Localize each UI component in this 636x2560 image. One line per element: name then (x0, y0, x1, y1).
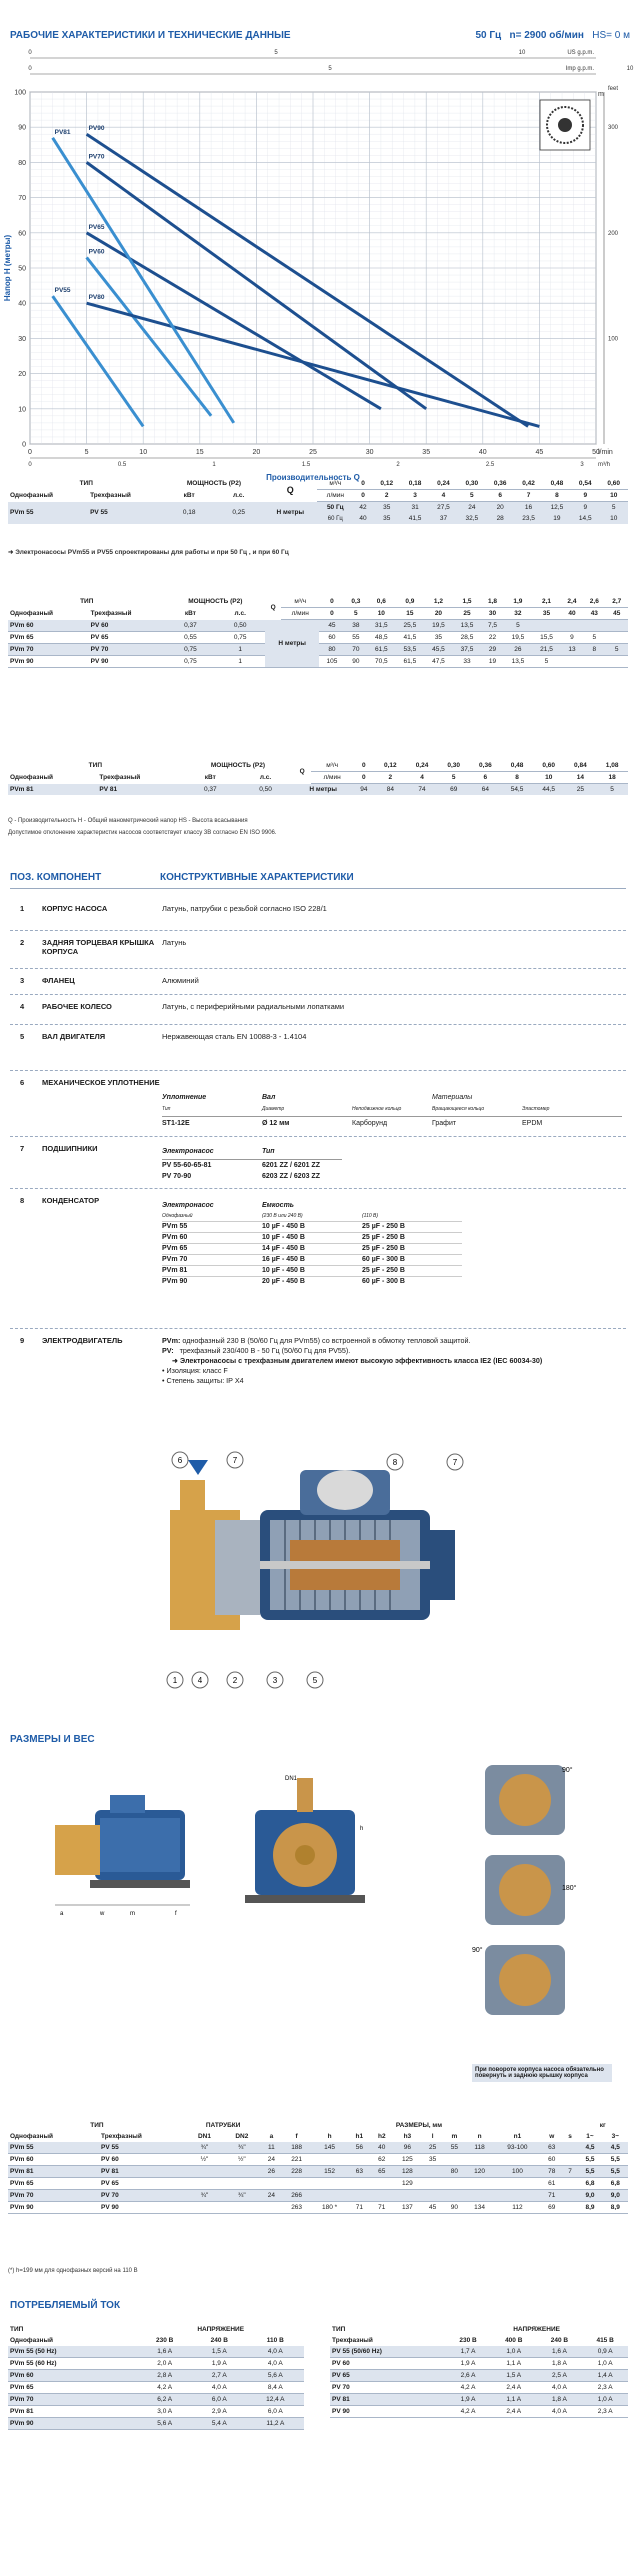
y-tick-label: 50 (18, 265, 26, 273)
dims-table: ТИП ПАТРУБКИ РАЗМЕРЫ, мм кг Однофазный Трехфазный DN1 DN2 a f h h1 h2 h3 l m n n1 w s 1~ 3~ PVm 55 PV 55 ¾" ¾" 11 188 145 56 40 96 25 55 118 93-100 63 4,5 4,5 PVm 60 PV 60 ½" ½" 24 221 62 125 35 60 5,5 5,5 PVm 81 PV 81 26 228 152 63 65 128 80 120 100 78 7 5,5 5,5 PVm 65 PV 65 129 61 6,8 6,8 PVm 70 PV 70 ¾" ¾" 24 266 71 9,0 9,0 PVm 90 PV 90 263 180 * 71 71 137 45 90 134 112 69 8,9 8,9 (8, 2120, 628, 2214)
callout-6: 6 (177, 1456, 183, 1465)
component-desc: Нержавеющая сталь EN 10088-3 - 1.4104 (162, 1032, 307, 1041)
header-freq: 50 Гц (475, 30, 502, 41)
table-row: PVm 90 5,6 A 5,4 A 11,2 A (8, 2418, 304, 2430)
component-number: 6 (20, 1078, 25, 1087)
table-row: PVm 60 PV 60 ½" ½" 24 221 62 125 35 60 5,5 5,5 (8, 2154, 628, 2166)
component-name: КОНДЕНСАТОР (42, 1196, 100, 1205)
dims-footnote: (*) h=199 мм для однофазных версий на 110 В (8, 2268, 138, 2274)
us-gpm-tick: 0 (28, 50, 32, 56)
component-desc: Латунь (162, 938, 187, 947)
table-row: PVm 90 PV 90 263 180 * 71 71 137 45 90 134 112 69 8,9 8,9 (8, 2202, 628, 2214)
component-name: ПОДШИПНИКИ (42, 1144, 98, 1153)
tolerance-note: Допустимое отклонение характеристик насосов соответствует классу 3B согласно EN ISO 9906. (8, 830, 277, 836)
capacitor-row: PVm 65 14 µF - 450 В 25 µF - 250 В (162, 1243, 462, 1254)
y-tick-label: 10 (18, 406, 26, 414)
m3h-tick: 1.5 (301, 462, 311, 468)
table-row: PVm 70 6,2 A 6,0 A 12,4 A (8, 2394, 304, 2406)
capacitor-row: PVm 70 16 µF - 450 В 60 µF - 300 В (162, 1254, 462, 1265)
m3h-tick: 0.5 (117, 462, 127, 468)
feet-tick: 200 (608, 230, 619, 237)
callout-4: 4 (197, 1676, 203, 1685)
svg-text:m: m (130, 1911, 135, 1917)
component-name: МЕХАНИЧЕСКОЕ УПЛОТНЕНИЕ (42, 1078, 160, 1087)
component-name: РАБОЧЕЕ КОЛЕСО (42, 1002, 112, 1011)
header-speed: n= 2900 об/мин (509, 30, 584, 41)
component-name: ВАЛ ДВИГАТЕЛЯ (42, 1032, 106, 1041)
svg-text:DN1: DN1 (285, 1776, 298, 1782)
table-row: PVm 55 (60 Hz) 2,0 A 1,9 A 4,0 A (8, 2358, 304, 2370)
table-row: PV 60 1,9 A 1,1 A 1,8 A 1,0 A (330, 2358, 628, 2370)
rotation-note: При повороте корпуса насоса обязательно повернуть и заднюю крышку корпуса (472, 2064, 612, 2082)
feet-tick: 300 (608, 125, 619, 132)
table-pvm81: ТИП МОЩНОСТЬ (P2) Q м³/ч 0 0,12 0,24 0,30 0,36 0,48 0,60 0,84 1,08 Однофазный Трехфазный кВт л.с. л/мин 0 2 4 5 6 8 10 14 18 PVm 81 PV 81 0,37 0,50 H метры 94 84 74 69 64 54,5 44,5 25 5 (8, 760, 628, 795)
svg-text:90°: 90° (472, 1947, 483, 1954)
component-number: 5 (20, 1032, 25, 1041)
table-row: PVm 70 PV 70 ¾" ¾" 24 266 71 9,0 9,0 (8, 2190, 628, 2202)
callout-5: 5 (312, 1676, 318, 1685)
callout-7a: 7 (232, 1456, 238, 1465)
component-number: 3 (20, 976, 25, 985)
m3h-tick: 1 (212, 462, 216, 468)
svg-text:f: f (175, 1911, 177, 1917)
components-head-pos: ПОЗ. КОМПОНЕНТ (10, 872, 102, 883)
y-tick-label: 30 (18, 335, 26, 343)
pump-front-drawing (225, 1770, 385, 1920)
x-unit-label: l/min (598, 449, 613, 456)
table-row: PV 90 4,2 A 2,4 A 4,0 A 2,3 A (330, 2406, 628, 2418)
capacitor-row: PVm 60 10 µF - 450 В 25 µF - 250 В (162, 1232, 462, 1243)
component-desc: Латунь, патрубки с резьбой согласно ISO 228/1 (162, 904, 327, 913)
m3h-tick: 2.5 (485, 462, 495, 468)
m3h-unit: m³/h (598, 462, 610, 468)
y-unit-label: m (598, 91, 604, 98)
table-row: PVm 90 PV 90 0,75 1 105 90 70,5 61,5 47,5 33 19 13,5 5 (8, 656, 628, 668)
table-row: PVm 55 PV 55 ¾" ¾" 11 188 145 56 40 96 25 55 118 93-100 63 4,5 4,5 (8, 2142, 628, 2154)
y-tick-label: 80 (18, 159, 26, 167)
table-row: PV 55 (50/60 Hz) 1,7 A 1,0 A 1,6 A 0,9 A (330, 2346, 628, 2358)
y-tick-label: 100 (14, 89, 26, 97)
series-label-pv80: PV80 (88, 294, 105, 302)
y-tick-label: 0 (22, 441, 26, 449)
table-row: PVm 65 PV 65 0,55 0,75 60 55 48,5 41,5 35 28,5 22 19,5 15,5 9 5 (8, 632, 628, 644)
series-label-pv81: PV81 (54, 128, 71, 136)
y-tick-label: 60 (18, 230, 26, 238)
page-header (10, 30, 630, 41)
component-name: ФЛАНЕЦ (42, 976, 75, 985)
x-tick-label: 25 (309, 449, 317, 456)
svg-text:180°: 180° (562, 1885, 577, 1892)
table-row: PVm 60 PV 60 0,37 0,50 H метры 45 38 31,5 25,5 19,5 13,5 7,5 5 (8, 620, 628, 632)
y-tick-label: 40 (18, 300, 26, 308)
table-row: PV 65 2,6 A 1,5 A 2,5 A 1,4 A (330, 2370, 628, 2382)
svg-text:w: w (100, 1911, 105, 1917)
capacitor-row: PVm 55 10 µF - 450 В 25 µF - 250 В (162, 1221, 462, 1232)
callout-2: 2 (232, 1676, 238, 1685)
component-desc: Алюминий (162, 976, 199, 985)
component-number: 1 (20, 904, 25, 913)
dims-title: РАЗМЕРЫ И ВЕС (10, 1734, 95, 1745)
pump-cutaway-image (150, 1440, 490, 1700)
capacitor-row: PVm 81 10 µF - 450 В 25 µF - 250 В (162, 1265, 462, 1276)
svg-text:a: a (60, 1911, 64, 1917)
component-name: ЗАДНЯЯ ТОРЦЕВАЯ КРЫШКА КОРПУСА (42, 938, 155, 956)
table-row: PVm 81 PV 81 26 228 152 63 65 128 80 120 100 78 7 5,5 5,5 (8, 2166, 628, 2178)
table-row: PVm 65 4,2 A 4,0 A 8,4 A (8, 2382, 304, 2394)
x-tick-label: 45 (535, 449, 544, 456)
m3h-tick: 3 (580, 462, 584, 468)
svg-text:h: h (360, 1826, 364, 1832)
table-pvm60-90: ТИП МОЩНОСТЬ (P2) Q м³/ч 0 0,3 0,6 0,9 1,2 1,5 1,8 1,9 2,1 2,4 2,6 2,7 Однофазный Трехфазный кВт л.с. л/мин 0 5 10 15 20 25 30 32 35 40 43 45 PVm 60 PV 60 0,37 0,50 H метры 45 38 31,5 25,5 19,5 13,5 7,5 5 PVm 65 PV 65 0,55 0,75 60 55 48,5 41,5 35 28,5 22 19,5 15,5 9 5 PVm 70 PV 70 0,75 1 80 70 61,5 53,5 45,5 37,5 29 26 21,5 13 8 5 PVm 90 PV 90 0,75 1 105 90 70,5 61,5 47,5 33 19 13,5 5 (8, 596, 628, 668)
series-label-pv65: PV65 (88, 223, 105, 231)
page-title: РАБОЧИЕ ХАРАКТЕРИСТИКИ И ТЕХНИЧЕСКИЕ ДАННЫЕ (10, 30, 291, 41)
component-name: КОРПУС НАСОСА (42, 904, 108, 913)
current-title: ПОТРЕБЛЯЕМЫЙ ТОК (10, 2300, 121, 2311)
table-row: PVm 81 PV 81 0,37 0,50 H метры 94 84 74 69 64 54,5 44,5 25 5 (8, 784, 628, 796)
x-tick-label: 5 (84, 449, 89, 456)
performance-chart (0, 44, 636, 482)
pump-side-drawing (40, 1790, 210, 1920)
component-number: 7 (20, 1144, 25, 1153)
component-name: ЭЛЕКТРОДВИГАТЕЛЬ (42, 1336, 123, 1345)
feet-tick: 100 (608, 336, 619, 343)
us-gpm-tick: 10 (518, 50, 526, 56)
y-tick-label: 20 (18, 371, 26, 379)
imp-gpm-tick: 0 (28, 66, 32, 72)
series-label-pv60: PV60 (88, 248, 105, 256)
component-number: 4 (20, 1002, 25, 1011)
y-tick-label: 70 (18, 195, 26, 203)
callout-8: 8 (392, 1458, 398, 1467)
x-tick-label: 20 (252, 449, 261, 456)
x-tick-label: 50 (592, 449, 600, 456)
rotation-diagrams (470, 1760, 580, 2050)
us-gpm-tick: 5 (274, 50, 278, 56)
callout-3: 3 (272, 1676, 278, 1685)
us-gpm-unit: US g.p.m. (567, 50, 594, 56)
col-head-power: МОЩНОСТЬ (P2) (186, 480, 241, 488)
components-head-char: КОНСТРУКТИВНЫЕ ХАРАКТЕРИСТИКИ (160, 872, 354, 883)
col-head-type: ТИП (79, 480, 93, 488)
table-row: PVm 65 PV 65 129 61 6,8 6,8 (8, 2178, 628, 2190)
impeller-icon-hub (558, 118, 572, 132)
y-axis-label: Напор H (метры) (3, 234, 12, 302)
table-row: PVm 55 (50 Hz) 1,6 A 1,5 A 4,0 A (8, 2346, 304, 2358)
table-row: PVm 70 PV 70 0,75 1 80 70 61,5 53,5 45,5 37,5 29 26 21,5 13 8 5 (8, 644, 628, 656)
imp-gpm-unit: Imp g.p.m. (565, 66, 594, 72)
series-label-pv70: PV70 (88, 153, 105, 161)
series-label-pv55: PV55 (54, 287, 71, 295)
x-tick-label: 15 (195, 449, 204, 456)
x-tick-label: 30 (365, 449, 374, 456)
x-tick-label: 0 (28, 449, 32, 456)
y-tick-label: 90 (18, 124, 26, 132)
legend-note: Q - Производительность H - Общий манометрический напор HS - Высота всасывания (8, 818, 248, 824)
header-hs: HS= 0 м (592, 30, 630, 41)
note-55: ➜ Электронасосы PVm55 и PV55 спроектированы для работы и при 50 Гц , и при 60 Гц (8, 549, 289, 556)
callout-1: 1 (172, 1676, 178, 1685)
component-desc: Латунь, с периферийными радиальными лопатками (162, 1002, 345, 1011)
capacitor-row: PVm 90 20 µF - 450 В 60 µF - 300 В (162, 1276, 462, 1287)
q-label: Q (286, 484, 294, 495)
m3h-tick: 0 (28, 462, 32, 468)
current-single-table: ТИП НАПРЯЖЕНИЕ Однофазный 230 В 240 В 110 В PVm 55 (50 Hz) 1,6 A 1,5 A 4,0 A PVm 55 (60 Hz) 2,0 A 1,9 A 4,0 A PVm 60 2,8 A 2,7 A 5,6 A PVm 65 4,2 A 4,0 A 8,4 A PVm 70 6,2 A 6,0 A 12,4 A PVm 81 3,0 A 2,9 A 6,0 A PVm 90 5,6 A 5,4 A 11,2 A (8, 2324, 304, 2430)
series-label-pv90: PV90 (88, 125, 105, 133)
component-number: 2 (20, 938, 25, 947)
x-tick-label: 10 (139, 449, 148, 456)
imp-gpm-tick: 5 (328, 66, 332, 72)
x-tick-label: 40 (478, 449, 487, 456)
x-tick-label: 35 (422, 449, 431, 456)
feet-unit: feet (608, 86, 619, 92)
component-number: 9 (20, 1336, 25, 1345)
table-row: PV 70 4,2 A 2,4 A 4,0 A 2,3 A (330, 2382, 628, 2394)
m3h-tick: 2 (396, 462, 400, 468)
callout-7b: 7 (452, 1458, 458, 1467)
current-three-table: ТИП НАПРЯЖЕНИЕ Трехфазный 230 В 400 В 240 В 415 В PV 55 (50/60 Hz) 1,7 A 1,0 A 1,6 A 0,9 A PV 60 1,9 A 1,1 A 1,8 A 1,0 A PV 65 2,6 A 1,5 A 2,5 A 1,4 A PV 70 4,2 A 2,4 A 4,0 A 2,3 A PV 81 1,9 A 1,1 A 1,8 A 1,0 A PV 90 4,2 A 2,4 A 4,0 A 2,3 A (330, 2324, 628, 2418)
table-row: PVm 60 2,8 A 2,7 A 5,6 A (8, 2370, 304, 2382)
component-number: 8 (20, 1196, 25, 1205)
table-row: PVm 55 (8, 502, 88, 525)
imp-gpm-tick: 10 (626, 66, 634, 72)
motor-details: PVm: однофазный 230 В (50/60 Гц для PVm55) со встроенной в обмотку тепловой защитой. PV: трехфазный 230/400 В - 50 Гц (50/60 Гц для PV55). ➜ Электронасосы с трехфазным двигателем имеют высокую эффективность класса IE2 (IEC 60034-30) • Изоляция: класс F • Степень защиты: IP X4 (162, 1336, 543, 1385)
x-axis-label: Производительность Q (266, 473, 360, 482)
table-row: PV 81 1,9 A 1,1 A 1,8 A 1,0 A (330, 2394, 628, 2406)
table-row: PVm 81 3,0 A 2,9 A 6,0 A (8, 2406, 304, 2418)
table-pvm55: ТИП МОЩНОСТЬ (P2) Q м³/ч 0 0,12 0,18 0,24 0,30 0,36 0,42 0,48 0,54 0,60 Однофазный Трехфазный кВт л.с. л/мин 0 2 3 4 5 6 7 8 9 10 PVm 55 PV 55 0,18 0,25 H метры 50 Гц 42 35 31 27,5 24 20 16 12,5 9 5 60 Гц 40 35 41,5 37 32,5 28 23,5 19 14,5 10 (8, 478, 628, 524)
svg-text:90°: 90° (562, 1767, 573, 1774)
